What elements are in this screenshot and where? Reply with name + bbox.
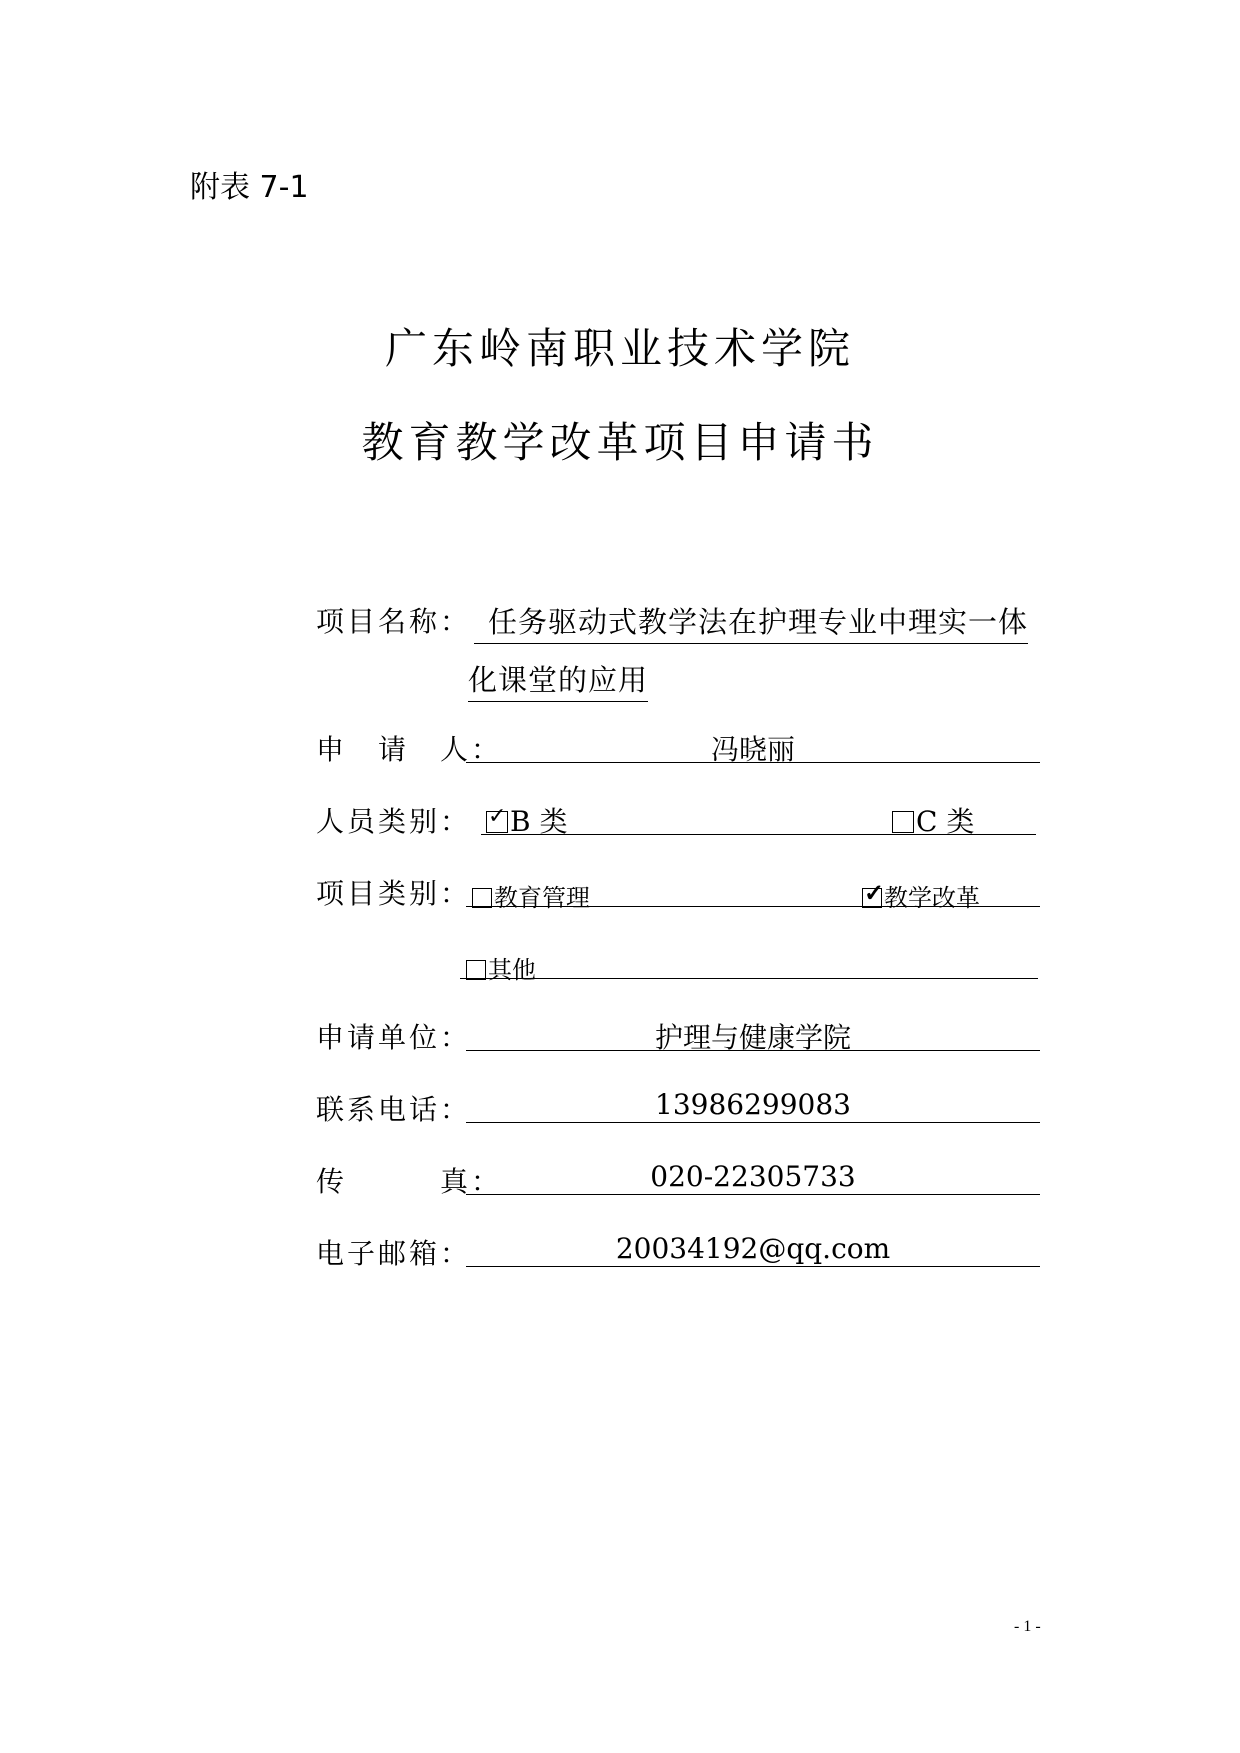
project-option-teaching-reform[interactable] bbox=[862, 878, 980, 913]
applicant-label: 申 请 人： bbox=[316, 733, 503, 766]
phone-label: 联系电话： bbox=[316, 1093, 472, 1126]
personnel-category-label: 人员类别： bbox=[316, 805, 472, 838]
page-number: - 1 - bbox=[1014, 1618, 1041, 1635]
fax-label: 传 真： bbox=[316, 1165, 503, 1198]
project-category-underline-2 bbox=[460, 944, 1038, 979]
school-title: 广东岭南职业技术学院 bbox=[384, 324, 855, 373]
project-option-other-label: 其他 bbox=[488, 956, 536, 984]
project-name-line1: 任务驱动式教学法在护理专业中理实一体 bbox=[474, 600, 1028, 644]
checked-box-icon bbox=[486, 804, 508, 833]
project-option-teaching-reform-label: 教学改革 bbox=[884, 884, 980, 912]
check-mark-icon: ✓ bbox=[488, 804, 507, 829]
personnel-option-b-label: B 类 bbox=[510, 805, 568, 838]
project-option-edu-management-label: 教育管理 bbox=[494, 884, 590, 912]
form-title: 教育教学改革项目申请书 bbox=[361, 418, 879, 467]
checked-box-icon bbox=[862, 878, 885, 908]
applicant-field[interactable]: 冯晓丽 bbox=[466, 728, 1040, 763]
annex-label: 附表 7-1 bbox=[190, 170, 309, 205]
fax-field[interactable]: 020-22305733 bbox=[466, 1160, 1040, 1195]
email-field[interactable]: 20034192@qq.com bbox=[466, 1232, 1040, 1267]
project-option-other[interactable] bbox=[466, 950, 536, 985]
personnel-option-c[interactable] bbox=[892, 800, 974, 840]
project-name-line2: 化课堂的应用 bbox=[468, 658, 648, 702]
unit-label: 申请单位： bbox=[316, 1021, 472, 1054]
empty-box-icon bbox=[466, 960, 486, 980]
personnel-option-b[interactable] bbox=[486, 800, 567, 840]
project-category-label: 项目类别： bbox=[316, 877, 472, 910]
project-name-label: 项目名称： bbox=[316, 605, 472, 638]
phone-field[interactable]: 13986299083 bbox=[466, 1088, 1040, 1123]
empty-box-icon bbox=[892, 811, 914, 833]
check-mark-icon: ✓ bbox=[864, 878, 885, 907]
unit-field[interactable]: 护理与健康学院 bbox=[466, 1016, 1040, 1051]
project-option-edu-management[interactable] bbox=[472, 878, 590, 913]
email-label: 电子邮箱： bbox=[316, 1237, 472, 1270]
empty-box-icon bbox=[472, 888, 492, 908]
personnel-option-c-label: C 类 bbox=[916, 805, 975, 838]
